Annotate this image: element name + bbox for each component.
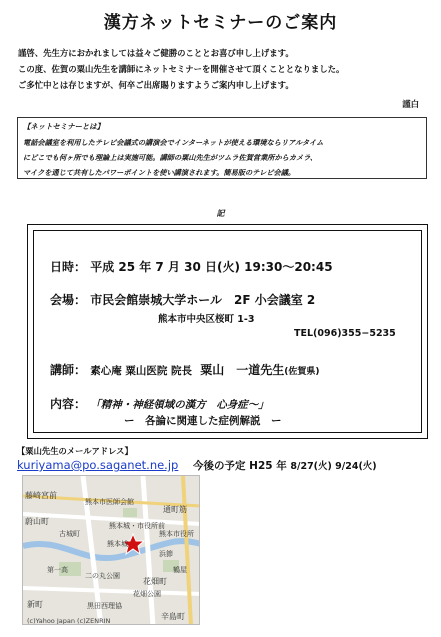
content-row	[50, 395, 269, 412]
ki-heading: 記	[216, 209, 225, 218]
email-section-label: 【粟山先生のメールアドレス】	[17, 446, 133, 456]
venue-label: 会場：	[50, 293, 87, 307]
map-label: 鶴屋	[173, 566, 187, 574]
date-value: 平成 25 年 7 月 30 日(火) 19:30〜20:45	[90, 260, 333, 274]
map-label: 藤崎宮前	[25, 491, 57, 500]
map-label: 熊本市役所	[159, 530, 194, 538]
venue-tel: TEL(096)355−5235	[294, 328, 396, 339]
schedule-dates: 8/27(火) 9/24(火)	[290, 461, 377, 472]
map-label: 蔚山町	[25, 517, 49, 526]
map-credit: (c)Yahoo Japan (c)ZENRIN	[27, 617, 111, 625]
content-title: 「精神・神経領域の漢方 心身症〜」	[90, 399, 269, 411]
page-title: 漢方ネットセミナーのご案内	[103, 13, 338, 33]
schedule	[193, 458, 377, 473]
date-label: 日時：	[50, 260, 87, 274]
speaker-prefecture: (佐賀県)	[284, 367, 320, 377]
map-label: 通町筋	[163, 505, 187, 514]
speaker-label: 講師：	[50, 363, 87, 377]
definition-line: マイクを通じて共有したパワーポイントを使い講演されます。簡易版のテレビ会議。	[23, 168, 296, 177]
map-label: 辛島町	[161, 612, 185, 621]
greeting-line-3: ご多忙中とは存じますが、何卒ご出席賜りますようご案内申し上げます。	[18, 80, 294, 90]
definition-text	[23, 135, 423, 180]
map-label: 浜節	[159, 550, 173, 558]
speaker-row	[50, 361, 319, 378]
content-label: 内容：	[50, 397, 87, 411]
speaker-name: 粟山 一道先生	[200, 363, 285, 377]
map-label: 熊本城	[107, 540, 128, 548]
map-graphic	[23, 476, 200, 625]
map-label: 第一高	[47, 566, 68, 574]
map-label: 古城町	[59, 530, 80, 538]
map-label: 花畑公園	[133, 590, 161, 598]
email-link[interactable]: kuriyama@po.saganet.ne.jp	[17, 458, 179, 472]
greeting-line-1: 謹啓、先生方におかれましては益々ご健勝のこととお喜び申し上げます。	[18, 48, 294, 58]
signoff: 謹白	[402, 99, 419, 109]
map-label: 熊本市医師会館	[85, 498, 134, 506]
greeting-line-2: この度、佐賀の粟山先生を講師にネットセミナーを開催させて頂くこととなりました。	[18, 64, 345, 74]
map-label: 熊本城・市役所前	[109, 522, 165, 530]
definition-title: 【ネットセミナーとは】	[23, 122, 105, 131]
content-subtitle: ー 各論に関連した症例解説 ー	[124, 415, 282, 427]
location-map[interactable]	[22, 475, 200, 625]
definition-line: 電話会議室を利用したテレビ会議式の講演会でインターネットが使える環境ならリアルタイム	[23, 138, 324, 147]
map-label: 黒田西理協	[87, 602, 122, 610]
schedule-label: 今後の予定 H25 年	[193, 460, 287, 472]
venue-address: 熊本市中央区桜町 1-3	[158, 314, 255, 325]
speaker-affiliation: 素心庵 粟山医院 院長	[90, 365, 193, 377]
map-label: 新町	[27, 600, 43, 609]
map-label: 二の丸公園	[85, 572, 120, 580]
date-row	[50, 258, 333, 275]
venue-row	[50, 291, 315, 308]
venue-value: 市民会館崇城大学ホール 2F 小会議室 2	[90, 293, 316, 307]
map-label: 花畑町	[143, 577, 167, 586]
definition-line: にどこでも何ヶ所でも理論上は実施可能。講師の粟山先生がツムラ佐賀営業所からカメラ、	[23, 153, 318, 162]
